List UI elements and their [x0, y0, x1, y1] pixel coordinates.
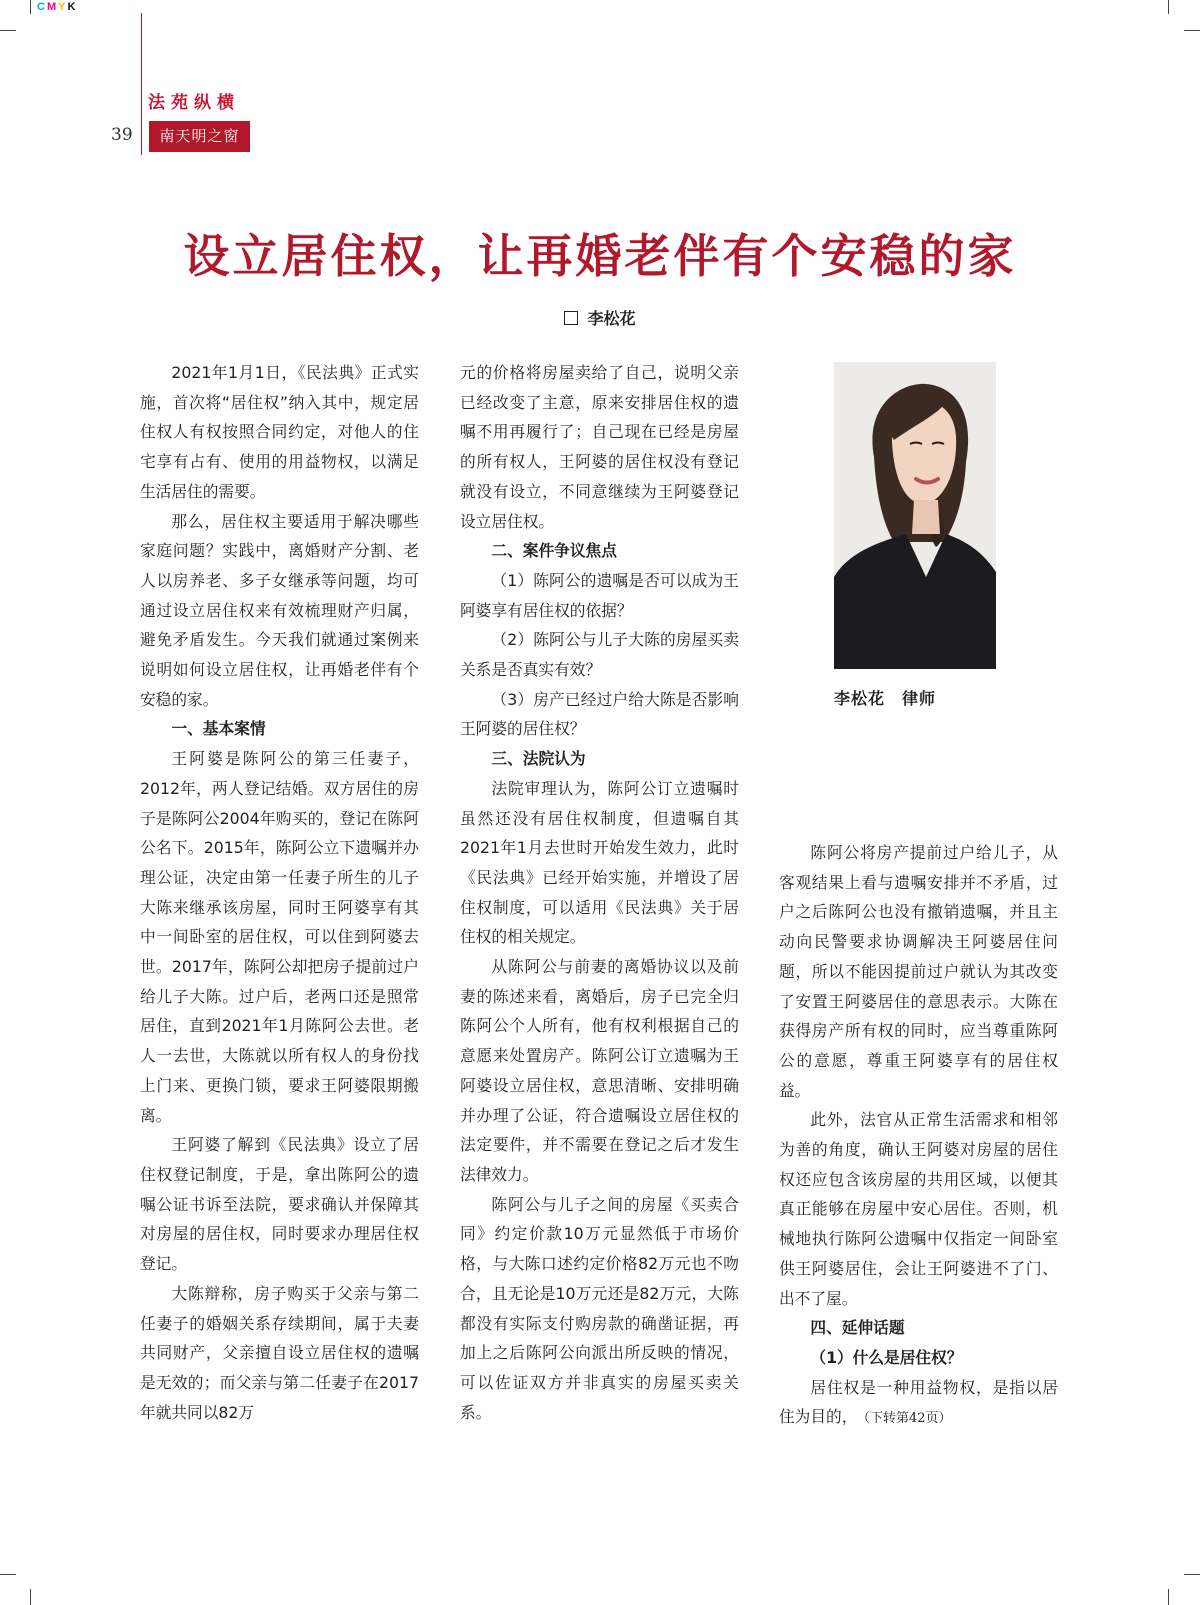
paragraph: （1）陈阿公的遗嘱是否可以成为王阿婆享有居住权的依据？: [460, 570, 739, 620]
section-heading: 一、基本案情: [171, 719, 266, 739]
section-heading: 三、法院认为: [491, 749, 586, 769]
paragraph: 王阿婆是陈阿公的第三任妻子，2012年，两人登记结婚。双方居住的房子是陈阿公2004年购买的，登记在陈阿公名下。2015年，陈阿公立下遗嘱并办理公证，决定由第一任妻子所生的儿子大陈来继承该房屋，同时王阿婆享有其中一间卧室的居住权，可以住到阿婆去世。2017年，陈阿公却把房子提前过户给儿子大陈。过户后，老两口还是照常居住，直到2021年1月陈阿公去世。老人一去世，大陈就以所有权人的身份找上门来、更换门锁，要求王阿婆限期搬离。: [140, 749, 419, 1125]
paragraph: 陈阿公与儿子之间的房屋《买卖合同》约定价款10万元显然低于市场价格，与大陈口述约定价格82万元也不吻合，且无论是10万元还是82万元，大陈都没有实际支付购房款的确凿证据，再加上之后陈阿公向派出所反映的情况，可以佐证双方并非真实的房屋买卖关系。: [460, 1194, 739, 1422]
paragraph: 从陈阿公与前妻的离婚协议以及前妻的陈述来看，离婚后，房子已完全归陈阿公个人所有，他有权利根据自己的意愿来处置房产。陈阿公订立遗嘱为王阿婆设立居住权，意思清晰、安排明确并办理了公证，符合遗嘱设立居住权的法定要件，并不需要在登记之后才发生法律效力。: [460, 957, 739, 1184]
body-column-1: [140, 358, 419, 1427]
author-name: 李松花: [587, 309, 636, 328]
body-column-3: [779, 838, 1058, 1434]
section-heading: 二、案件争议焦点: [491, 541, 617, 561]
author-photo: [834, 362, 996, 669]
paragraph: 法院审理认为，陈阿公订立遗嘱时虽然还没有居住权制度，但遗嘱自其2021年1月去世时开始发生效力，此时《民法典》已经开始实施，并增设了居住权制度，可以适用《民法典》关于居住权的相关规定。: [460, 778, 739, 947]
crop-mark: [30, 0, 31, 14]
page-number: 39: [111, 125, 133, 145]
paragraph: （3）房产已经过户给大陈是否影响王阿婆的居住权？: [460, 689, 739, 739]
crop-mark: [1184, 1574, 1200, 1575]
column-name: 法苑纵横: [148, 93, 240, 113]
crop-mark: [0, 30, 16, 31]
sub-column-tag: 南天明之窗: [149, 121, 250, 152]
header-rule: [141, 13, 142, 155]
author-byline: [0, 306, 1200, 329]
section-heading: 四、延伸话题: [810, 1318, 905, 1338]
crop-mark: [1168, 0, 1169, 14]
paragraph: 此外，法官从正常生活需求和相邻为善的角度，确认王阿婆对房屋的居住权还应包含该房屋的共用区域，以便其真正能够在房屋中安心居住。否则，机械地执行陈阿公遗嘱中仅指定一间卧室供王阿婆居住，会让王阿婆进不了门、出不了屋。: [779, 1110, 1058, 1308]
crop-mark: [1184, 30, 1200, 31]
paragraph: 那么，居住权主要适用于解决哪些家庭问题？实践中，离婚财产分割、老人以房养老、多子女继承等问题，均可通过设立居住权来有效梳理财产归属，避免矛盾发生。今天我们就通过案例来说明如何设立居住权，让再婚老伴有个安稳的家。: [140, 511, 419, 709]
paragraph: 大陈辩称，房子购买于父亲与第二任妻子的婚姻关系存续期间，属于夫妻共同财产，父亲擅自设立居住权的遗嘱是无效的；而父亲与第二任妻子在2017年就共同以82万: [140, 1283, 419, 1422]
paragraph: 王阿婆了解到《民法典》设立了居住权登记制度，于是，拿出陈阿公的遗嘱公证书诉至法院，要求确认并保障其对房屋的居住权，同时要求办理居住权登记。: [140, 1135, 419, 1274]
paragraph: 陈阿公将房产提前过户给儿子，从客观结果上看与遗嘱安排并不矛盾，过户之后陈阿公也没有撤销遗嘱，并且主动向民警要求协调解决王阿婆居住问题，所以不能因提前过户就认为其改变了安置王阿婆居住的意思表示。大陈在获得房产所有权的同时，应当尊重陈阿公的意愿，尊重王阿婆享有的居住权益。: [779, 843, 1058, 1100]
body-column-2: [460, 358, 739, 1427]
paragraph: （2）陈阿公与儿子大陈的房屋买卖关系是否真实有效？: [460, 630, 739, 680]
crop-mark: [30, 1589, 31, 1605]
paragraph: 元的价格将房屋卖给了自己，说明父亲已经改变了主意，原来安排居住权的遗嘱不用再履行了；自己现在已经是房屋的所有权人，王阿婆的居住权没有登记就没有设立，不同意继续为王阿婆登记设立居住权。: [460, 363, 739, 531]
continued-note: （下转第42页）: [863, 1411, 952, 1427]
article-title: 设立居住权，让再婚老伴有个安稳的家: [183, 229, 1017, 283]
paragraph-text: 居住权是一种用益物权，是指以居住为目的，: [779, 1377, 1058, 1427]
paragraph: [779, 1373, 1058, 1434]
crop-mark: [1168, 1589, 1169, 1605]
square-bullet-icon: [564, 311, 578, 325]
cmyk-registration-label: CMYK: [37, 1, 78, 13]
photo-caption: 李松花 律师: [834, 689, 937, 708]
subsection-heading: （1）什么是居住权？: [810, 1347, 963, 1367]
portrait-illustration: [834, 362, 996, 669]
crop-mark: [0, 1574, 16, 1575]
paragraph: 2021年1月1日，《民法典》正式实施，首次将“居住权”纳入其中，规定居住权人有权按照合同约定，对他人的住宅享有占有、使用的用益物权，以满足生活居住的需要。: [140, 363, 419, 501]
